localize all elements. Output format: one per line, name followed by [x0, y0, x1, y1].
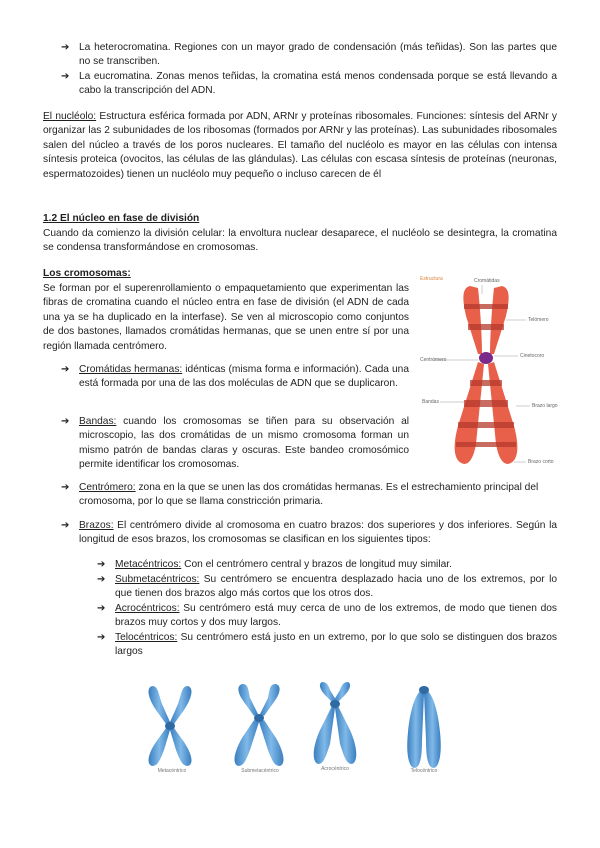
- arrow-bullet: ➔: [97, 632, 106, 643]
- centromero-term: Centrómero:: [79, 482, 136, 493]
- caption-metacentrico: Metacéntrico: [157, 768, 187, 774]
- telocentricos-term: Telocéntricos:: [115, 632, 178, 643]
- acrocentricos-term: Acrocéntricos:: [115, 603, 180, 614]
- label-centromero: Centrómero: [420, 357, 447, 363]
- band: [468, 324, 504, 330]
- arrow-bullet: ➔: [61, 416, 70, 427]
- label-cromatidas: Cromátidas: [474, 278, 500, 284]
- brazos-text: El centrómero divide al cromosoma en cuatro brazos: dos superiores y dos inferiores. Según la longitud de esos brazos, los cromosomas se clasifican en los siguientes tipos:: [79, 520, 557, 546]
- arrow-bullet: ➔: [97, 559, 106, 570]
- chromosome-structure-illustration: [418, 276, 566, 472]
- section-heading: 1.2 El núcleo en fase de división: [43, 213, 200, 224]
- cromosomas-heading: Los cromosomas:: [43, 268, 131, 279]
- acrocentric-chromosome: [314, 682, 357, 764]
- chromosome-structure-diagram: [418, 276, 566, 472]
- arrow-bullet: ➔: [97, 574, 106, 585]
- arrow-bullet: ➔: [97, 603, 106, 614]
- arrow-bullet: ➔: [61, 520, 70, 531]
- metacentricos-text: Con el centrómero central y brazos de longitud muy similar.: [181, 559, 452, 570]
- band: [456, 442, 516, 447]
- telocentricos-text: Su centrómero está justo en un extremo, por lo que solo se distinguen dos brazos largos: [115, 632, 557, 658]
- centromere-mark: [479, 352, 493, 364]
- eucromatina-item: La eucromatina. Zonas menos teñidas, la cromatina está menos condensada porque se está llevando a cabo la transcripción del ADN.: [79, 71, 557, 97]
- submetacentricos-term: Submetacéntricos:: [115, 574, 200, 585]
- brazos-item: [79, 519, 557, 548]
- bandas-text: cuando los cromosomas se tiñen para su observación al microscopio, las dos cromátidas de un mismo cromosoma forman un mismo patrón de bandas claras y oscuras. Este bandeo cromosómico permite identificar los cromosomas.: [79, 416, 409, 471]
- arrow-bullet: ➔: [61, 42, 70, 53]
- cromosomas-intro: Se forman por el superenrollamiento o empaquetamiento que experimentan las fibras de cromatina cuando el núcleo entra en fase de división (el ADN de cada una ya se ha duplicado en la interfase). Se ven al microscopio como conjuntos de dos bastones, llamados cromátidas hermanas, que se unen entre sí por una región llamada centrómero.: [43, 283, 409, 352]
- label-bandas: Bandas: [422, 399, 439, 405]
- label-telomero: Telómero: [528, 317, 549, 323]
- metacentricos-item: [115, 558, 557, 572]
- band: [464, 400, 508, 407]
- nucleolo-term: El nucléolo:: [43, 111, 97, 122]
- caption-acrocentrico: Acrocéntrico: [321, 766, 349, 772]
- arrow-bullet: ➔: [61, 482, 70, 493]
- submetacentricos-text: Su centrómero se encuentra desplazado hacia uno de los extremos, por lo que tienen dos brazos algo más cortos que los otros dos.: [115, 574, 557, 600]
- bandas-term: Bandas:: [79, 416, 117, 427]
- centromero-text: zona en la que se unen las dos cromátidas hermanas. Es el estrechamiento principal del cromosoma, por lo que se llama constricción primaria.: [79, 482, 539, 508]
- arrow-bullet: ➔: [61, 71, 70, 82]
- band: [464, 304, 508, 309]
- acrocentricos-item: [115, 602, 557, 631]
- brazos-term: Brazos:: [79, 520, 114, 531]
- chromatid-right-upper: [490, 286, 509, 354]
- caption-submetacentrico: Submetacéntrico: [241, 768, 279, 774]
- band: [458, 422, 514, 428]
- chromatid-left-upper: [463, 286, 482, 354]
- label-cinetocoro: Cinetocoro: [520, 353, 545, 359]
- bandas-item: [79, 415, 409, 473]
- metacentricos-term: Metacéntricos:: [115, 559, 182, 570]
- label-brazo-corto: Brazo corto: [528, 459, 554, 465]
- cromatidas-item: [79, 363, 409, 392]
- submetacentric-chromosome: [235, 684, 284, 766]
- cromatidas-term: Cromátidas hermanas:: [79, 364, 183, 375]
- nucleolo-paragraph: [43, 110, 557, 182]
- label-brazo-largo: Brazo largo: [532, 403, 558, 409]
- arrow-bullet: ➔: [61, 364, 70, 375]
- telocentricos-item: [115, 631, 557, 660]
- telocentric-chromosome: [407, 686, 441, 768]
- acrocentricos-text: Su centrómero está muy cerca de uno de los extremos, de modo que tienen dos brazos muy cortos y dos muy largos.: [115, 603, 557, 629]
- band: [470, 380, 502, 386]
- chromatid-left-lower: [455, 362, 484, 464]
- diagram-title: Estructura: [420, 276, 443, 282]
- submetacentricos-item: [115, 573, 557, 602]
- section-intro: Cuando da comienzo la división celular: la envoltura nuclear desaparece, el nucléolo se desintegra, la cromatina se condensa transformándose en cromosomas.: [43, 228, 557, 254]
- centromero-item: [79, 481, 559, 510]
- chromatid-right-lower: [488, 362, 517, 464]
- caption-telocentrico: Telocéntrico: [410, 768, 438, 774]
- chromosome-types-figure: [130, 680, 470, 776]
- chromosome-types-illustration: [130, 680, 470, 776]
- cromatidas-text: idénticas (misma forma e información). Cada una está formada por una de las dos moléculas de ADN que se duplicaron.: [79, 364, 409, 390]
- metacentric-chromosome: [149, 686, 192, 766]
- nucleolo-text: Estructura esférica formada por ADN, ARNr y proteínas ribosomales. Funciones: síntesis del ARNr y organizar las 2 subunidades de los ribosomas (formados por ARNr y las proteínas). Las subunidades ribosomales salen del núcleo a través de los poros nucleares. El tamaño del nucléolo es mayor en las células con intensa síntesis proteica (ovocitos, las células de las glándulas). Las células con escasa síntesis de proteínas (neuronas, espermatozoides) tienen un nucléolo muy pequeño o incluso carecen de él: [43, 111, 558, 180]
- heterocromatina-item: La heterocromatina. Regiones con un mayor grado de condensación (más teñidas). Son las partes que no se transcriben.: [79, 42, 557, 68]
